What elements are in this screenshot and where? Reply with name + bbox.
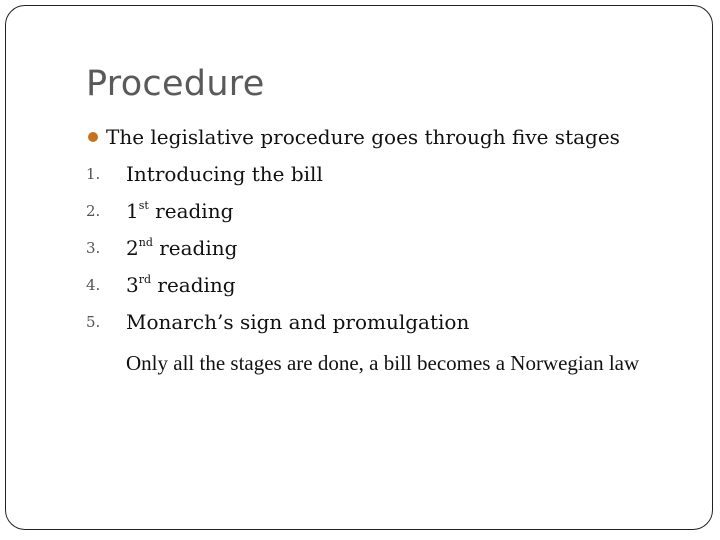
closing-note: Only all the stages are done, a bill becomes a Norwegian law bbox=[126, 351, 640, 375]
bullet-text: The legislative procedure goes through five stages bbox=[106, 125, 620, 149]
ordinal-number: 3 bbox=[126, 273, 139, 297]
list-item-text: Introducing the bill bbox=[126, 162, 323, 186]
ordinal-number: 1 bbox=[126, 199, 139, 223]
ordinal-number: 2 bbox=[126, 236, 139, 260]
ordinal-suffix: rd bbox=[138, 273, 152, 286]
list-number: 3. bbox=[86, 239, 101, 257]
list-item-text: Monarch’s sign and promulgation bbox=[126, 310, 470, 334]
ordinal-rest: reading bbox=[148, 199, 234, 223]
list-number: 2. bbox=[86, 202, 101, 220]
list-item-text bbox=[126, 273, 236, 297]
bullet-dot-icon bbox=[88, 132, 98, 142]
ordinal-rest: reading bbox=[152, 236, 238, 260]
slide-title: Procedure bbox=[86, 64, 265, 104]
list-number: 1. bbox=[86, 165, 101, 183]
list-item-text bbox=[126, 236, 237, 260]
bullet-item bbox=[88, 125, 620, 149]
ordinal-rest: reading bbox=[151, 273, 236, 297]
list-item-text bbox=[126, 199, 233, 223]
slide-frame bbox=[5, 5, 713, 530]
ordinal-suffix: nd bbox=[138, 236, 153, 249]
ordinal-suffix: st bbox=[138, 199, 149, 212]
list-number: 4. bbox=[86, 276, 101, 294]
list-number: 5. bbox=[86, 313, 101, 331]
